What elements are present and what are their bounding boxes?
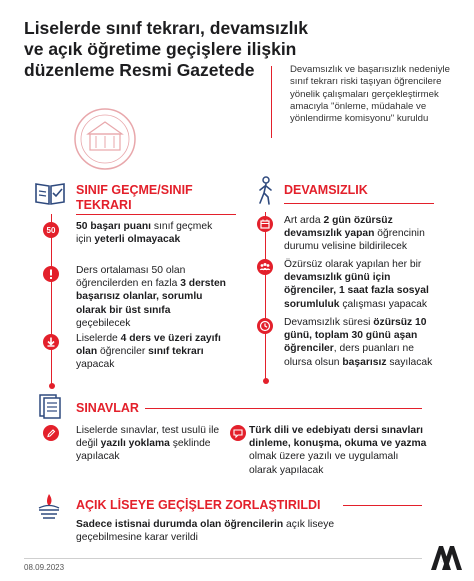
footer-rule	[24, 558, 422, 559]
section-rule	[145, 408, 422, 409]
header-summary: Devamsızlık ve başarısızlık nedeniyle sınıf tekrarı riski taşıyan öğrencilere yönelik çalışmaları gerçekleştirmek amacıyla "önleme, müdahale ve yönlendirme komisyonu" kuruldu	[290, 64, 450, 125]
sinif-gecme-item-3: Liselerde 4 ders ve üzeri zayıfı olan öğrenciler sınıf tekrarı yapacak	[76, 333, 221, 371]
devamsizlik-item-3: Devamsızlık süresi özürsüz 10 günü, toplam 30 günü aşan öğrenciler, ders puanları ne olursa olsun başarısız sayılacak	[284, 317, 433, 368]
education-flame-icon	[36, 492, 62, 524]
speech-icon	[230, 425, 246, 441]
document-list-icon	[36, 392, 64, 420]
section-title-sinif-gecme: SINIF GEÇME/SINIF TEKRARI	[76, 183, 193, 212]
timeline-end-dot	[263, 378, 269, 384]
agency-logo-text: AA	[441, 562, 443, 563]
devamsizlik-item-2: Özürsüz olarak yapılan her bir devamsızlık günü için öğrenciler, 1 saat fazla sosyal sorumluluk çalışması yapacak	[284, 259, 429, 310]
sinif-gecme-item-1: 50 başarı puanı sınıf geçmek için yeterli olmayacak	[76, 221, 213, 246]
writing-icon	[43, 425, 59, 441]
timeline-end-dot	[49, 383, 55, 389]
section-title-devamsizlik: DEVAMSIZLIK	[284, 183, 368, 197]
sinavlar-item-1: Liselerde sınavlar, test usulü ile değil yazılı yoklama şeklinde yapılacak	[76, 425, 220, 463]
sinif-gecme-item-2: Ders ortalaması 50 olan öğrencilerden en fazla 3 dersten başarısız olanlar, sorumlu olarak bir üst sınıfa geçebilecek	[76, 265, 226, 329]
download-arrow-icon	[43, 334, 59, 350]
section-title-sinavlar: SINAVLAR	[76, 401, 139, 415]
badge-50: 50	[43, 222, 59, 238]
publish-date: 08.09.2023	[24, 563, 65, 572]
section-title-acik-lise: AÇIK LİSEYE GEÇİŞLER ZORLAŞTIRILDI	[76, 498, 321, 512]
calendar-icon	[257, 216, 273, 232]
timeline-line	[265, 212, 266, 380]
people-group-icon	[257, 259, 273, 275]
header-divider	[271, 66, 272, 138]
acik-lise-text: Sadece istisnai durumda olan öğrencilerin açık liseye geçebilmesine karar verildi	[76, 519, 335, 544]
devamsizlik-item-1: Art arda 2 gün özürsüz devamsızlık yapan öğrencinin durumu velisine bildirilecek	[284, 215, 425, 253]
agency-logo-icon	[428, 542, 462, 572]
section-underline	[76, 214, 236, 215]
timeline-line	[51, 214, 52, 386]
sinavlar-item-2: Türk dili ve edebiyatı dersi sınavları dinleme, konuşma, okuma ve yazma olmak üzere yazılı ve uygulamalı olarak yapılacak	[249, 425, 427, 476]
walking-person-icon	[254, 176, 276, 206]
page-title: Liselerde sınıf tekrarı, devamsızlık ve açık öğretime geçişlere ilişkin düzenleme Resmi Gazetede	[24, 18, 309, 80]
clock-icon	[257, 318, 273, 334]
section-rule	[343, 505, 422, 506]
section-underline	[284, 203, 434, 204]
open-book-icon	[34, 180, 66, 206]
ministry-logo-icon	[60, 104, 150, 174]
warning-icon	[43, 266, 59, 282]
